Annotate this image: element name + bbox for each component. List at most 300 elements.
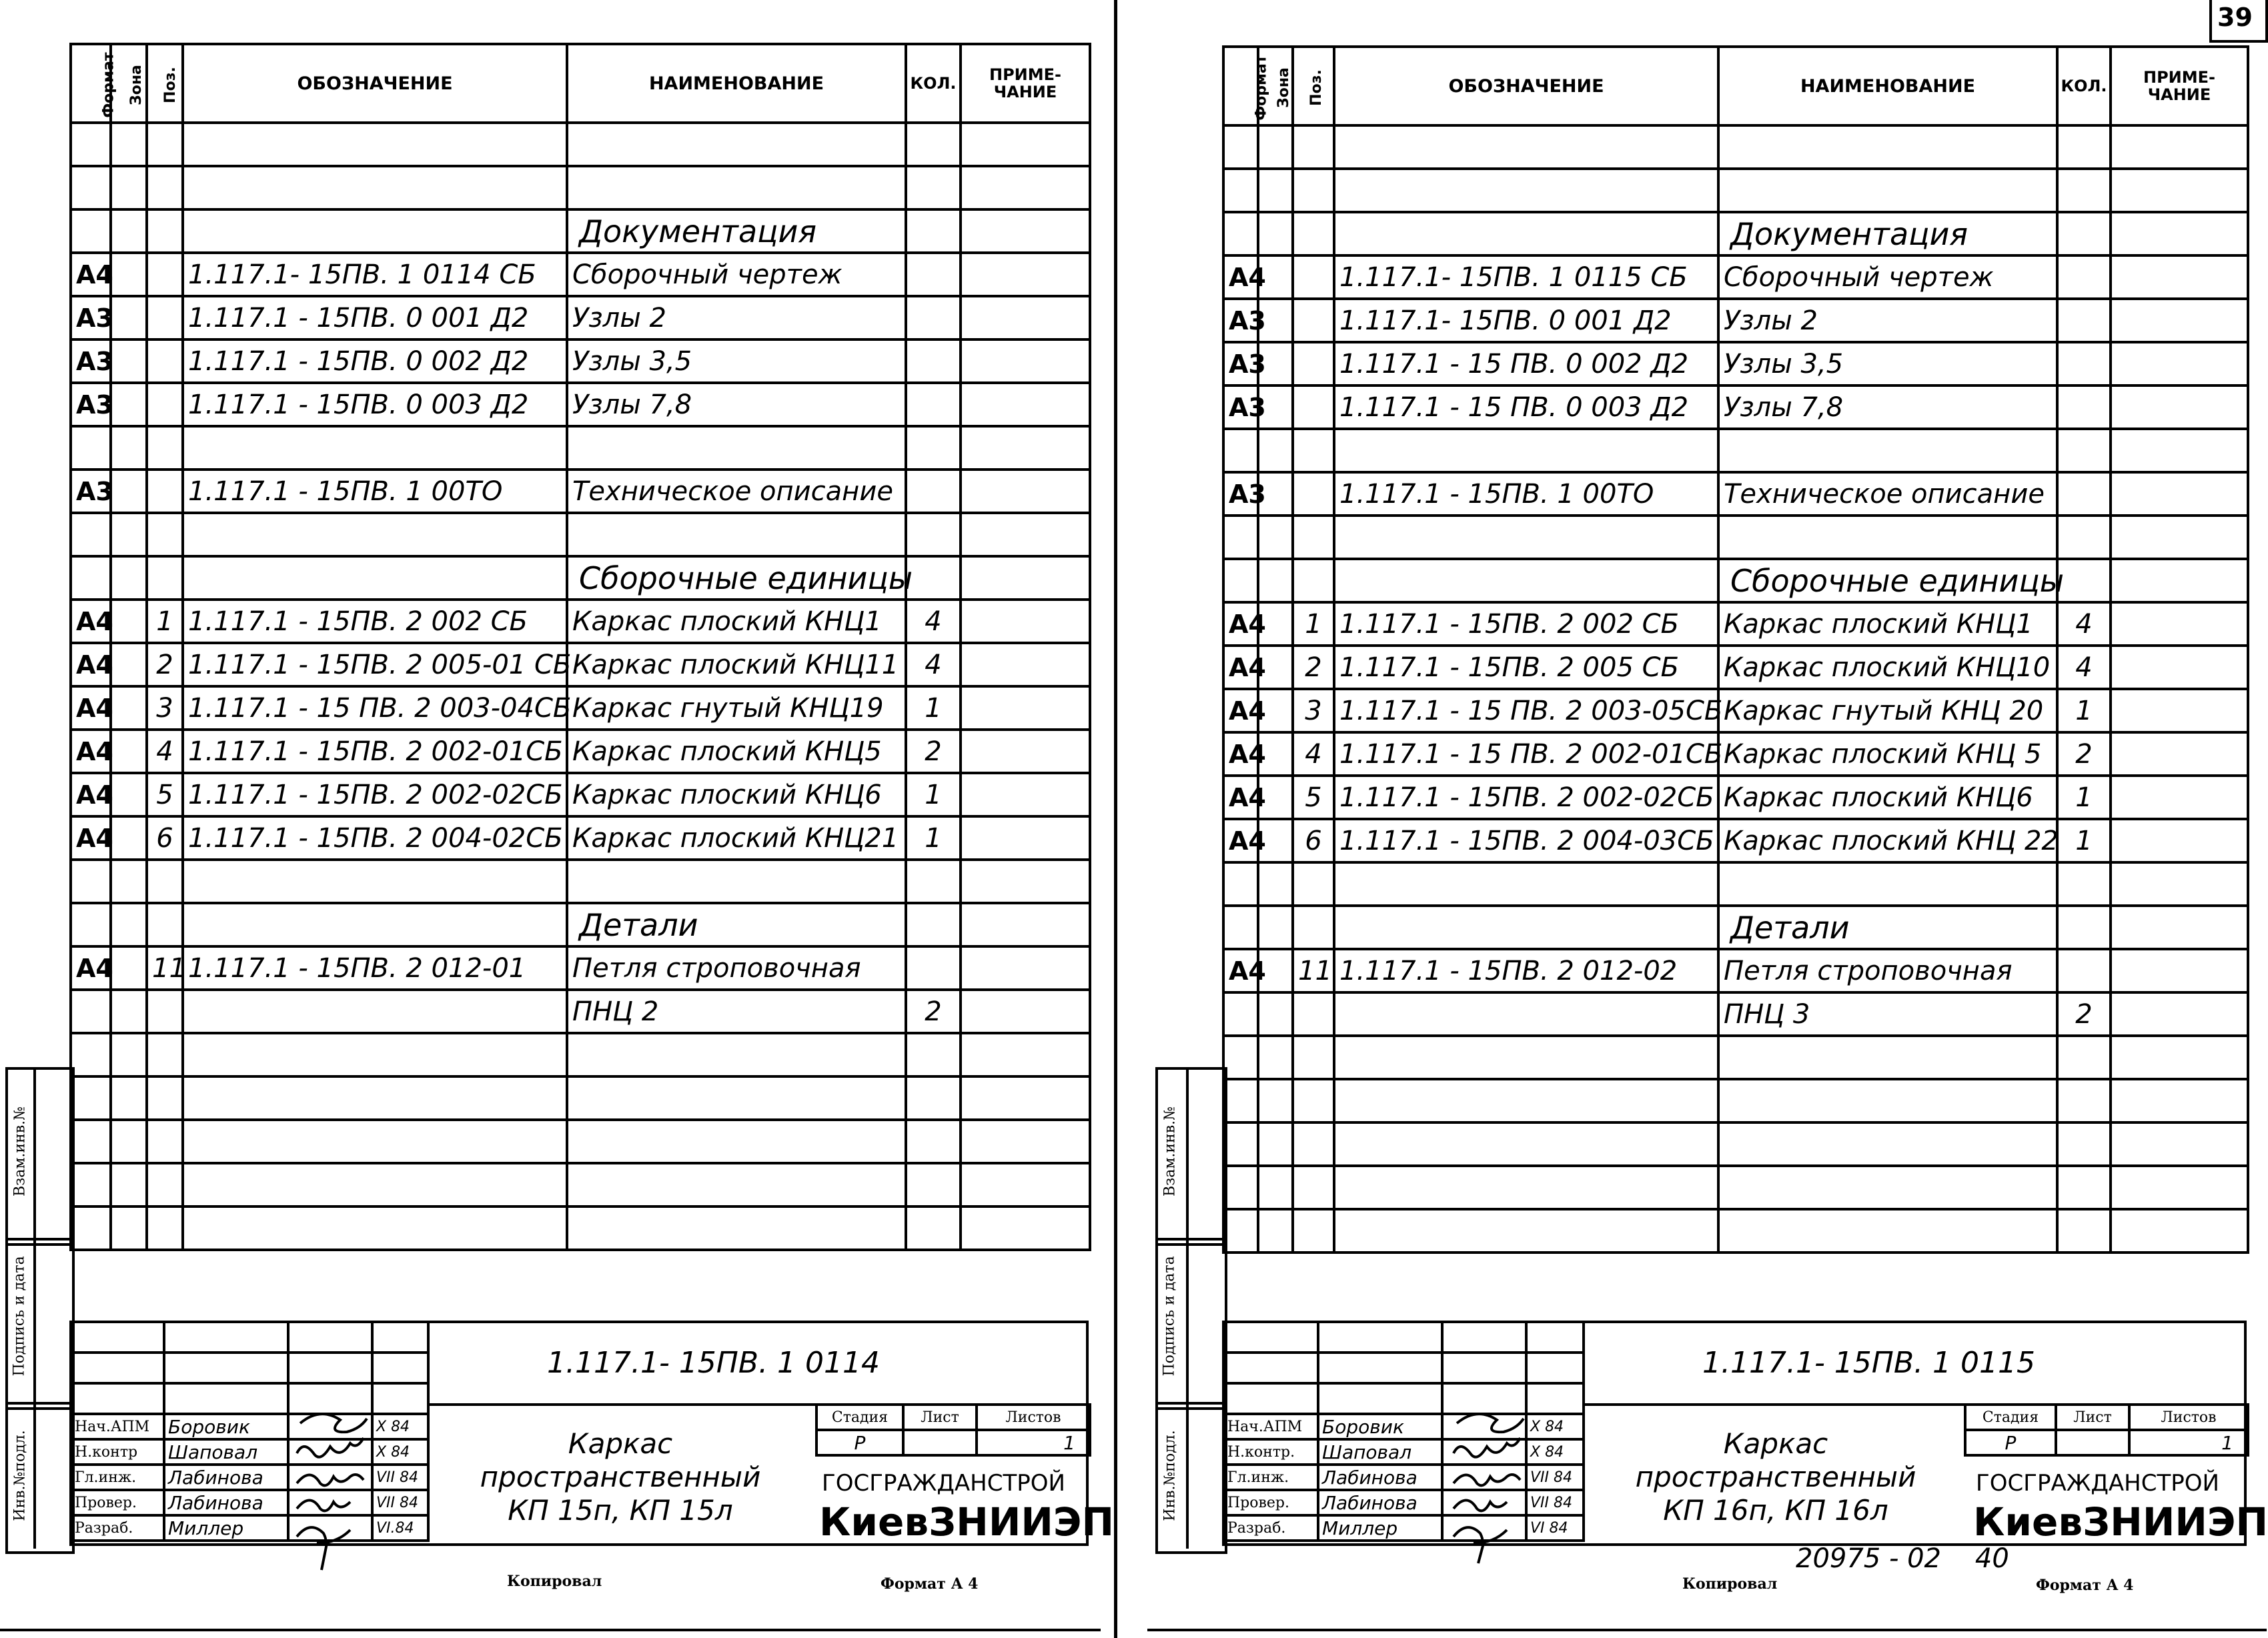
side-label-vzam: Взам.инв.№ — [1161, 1106, 1179, 1196]
spec-row — [71, 816, 1090, 860]
sheets-value: 1 — [2129, 1430, 2248, 1455]
stage-value: Р — [816, 1430, 903, 1455]
position-cell — [147, 1206, 183, 1250]
note-cell — [2111, 516, 2248, 559]
header-pos — [1293, 47, 1334, 125]
name-cell: Каркас плоский КНЦ6 — [1718, 776, 2057, 819]
quantity-cell — [906, 426, 961, 470]
spec-row — [1223, 516, 2248, 559]
spec-row — [1223, 1209, 2248, 1253]
quantity-cell — [2057, 385, 2111, 429]
name-cell: Каркас плоский КНЦ6 — [567, 773, 906, 816]
note-cell — [2111, 862, 2248, 906]
position-cell — [147, 296, 183, 339]
zone-cell — [111, 600, 147, 643]
signature-3 — [297, 1475, 364, 1485]
designation-cell — [1334, 1122, 1718, 1166]
zone-cell — [111, 123, 147, 166]
name-cell: Сборочные единицы — [567, 556, 906, 600]
position-cell — [147, 383, 183, 426]
header-zone-label: Зона — [127, 64, 145, 105]
spec-row — [71, 296, 1090, 339]
title-block-left-grid — [69, 1321, 430, 1542]
format-cell — [1223, 1166, 1258, 1209]
header-qty: КОЛ. — [906, 44, 961, 123]
quantity-cell — [2057, 949, 2111, 992]
quantity-cell: 1 — [906, 816, 961, 860]
signature-2 — [1454, 1438, 1520, 1457]
quantity-cell: 4 — [2057, 646, 2111, 689]
quantity-cell — [2057, 429, 2111, 472]
designation-cell — [183, 556, 567, 600]
format-cell — [71, 209, 111, 253]
side-block-divider — [33, 1067, 36, 1549]
name-cell — [567, 123, 906, 166]
position-cell — [1293, 125, 1334, 169]
spec-row — [1223, 862, 2248, 906]
position-cell — [147, 253, 183, 296]
sheet-value — [903, 1430, 977, 1455]
name-cell — [1718, 1166, 2057, 1209]
name-cell — [567, 1163, 906, 1206]
position-cell — [147, 209, 183, 253]
stage-header-row — [1965, 1405, 2248, 1430]
note-cell — [2111, 602, 2248, 646]
format-cell — [71, 1206, 111, 1250]
note-cell — [961, 1163, 1090, 1206]
organization-institute: КиевЗНИИЭП — [819, 1499, 1115, 1545]
name-cell — [1718, 169, 2057, 212]
designation-cell: 1.117.1 - 15ПВ. 1 00ТО — [1334, 472, 1718, 516]
quantity-cell: 1 — [906, 773, 961, 816]
spec-row — [71, 1076, 1090, 1120]
format-cell — [1223, 516, 1258, 559]
note-cell — [2111, 732, 2248, 776]
spec-row — [71, 990, 1090, 1033]
designation-cell — [183, 903, 567, 946]
format-cell: А4 — [71, 643, 111, 686]
format-cell — [71, 903, 111, 946]
format-cell — [71, 166, 111, 209]
note-cell — [961, 990, 1090, 1033]
quantity-cell — [2057, 212, 2111, 255]
stamp-role: Провер. — [71, 1490, 164, 1515]
name-cell — [1718, 1209, 2057, 1253]
spec-row — [1223, 342, 2248, 385]
position-cell — [147, 990, 183, 1033]
specification-table — [1222, 45, 2249, 1254]
organization-ministry: ГОСГРАЖДАНСТРОЙ — [1976, 1470, 2219, 1497]
signature-2 — [297, 1438, 364, 1457]
stamp-person-row — [71, 1490, 428, 1515]
zone-cell — [111, 990, 147, 1033]
spec-row — [71, 1206, 1090, 1250]
stamp-name: Лабинова — [1318, 1490, 1442, 1515]
assembly-title: Каркас пространственный КП 16п, КП 16л — [1635, 1427, 1916, 1527]
designation-cell: 1.117.1 - 15 ПВ. 2 003-04СБ — [183, 686, 567, 730]
spec-row — [1223, 429, 2248, 472]
format-label: Формат А 4 — [2036, 1577, 2134, 1594]
note-cell — [2111, 992, 2248, 1036]
name-cell: Узлы 7,8 — [567, 383, 906, 426]
quantity-cell — [906, 123, 961, 166]
designation-cell: 1.117.1 - 15ПВ. 2 004-02СБ — [183, 816, 567, 860]
stamp-role: Гл.инж. — [71, 1465, 164, 1490]
position-cell: 11 — [1293, 949, 1334, 992]
sheet-value — [2056, 1430, 2129, 1455]
stamp-empty-cell — [71, 1383, 164, 1414]
designation-cell — [183, 1120, 567, 1163]
spec-row — [1223, 689, 2248, 732]
designation-cell: 1.117.1 - 15ПВ. 2 002-02СБ — [183, 773, 567, 816]
note-cell — [2111, 1122, 2248, 1166]
format-cell — [1223, 169, 1258, 212]
designation-cell — [1334, 1079, 1718, 1122]
stamp-date: X 84 — [372, 1414, 428, 1439]
format-cell — [1223, 1036, 1258, 1079]
side-label-inv: Инв.№подл. — [1161, 1430, 1179, 1521]
position-cell: 3 — [1293, 689, 1334, 732]
zone-cell — [1258, 1036, 1293, 1079]
designation-cell: 1.117.1 - 15 ПВ. 0 003 Д2 — [1334, 385, 1718, 429]
name-cell: Петля строповочная — [567, 946, 906, 990]
side-label-inv: Инв.№подл. — [11, 1430, 29, 1521]
position-cell: 1 — [1293, 602, 1334, 646]
note-cell — [961, 860, 1090, 903]
position-cell — [1293, 1036, 1334, 1079]
stamp-role: Нач.АПМ — [1223, 1414, 1318, 1439]
position-cell — [1293, 559, 1334, 602]
quantity-cell — [2057, 169, 2111, 212]
quantity-cell: 1 — [2057, 819, 2111, 862]
quantity-cell — [906, 166, 961, 209]
stamp-role: Разраб. — [1223, 1515, 1318, 1541]
position-cell: 4 — [1293, 732, 1334, 776]
spec-row — [1223, 819, 2248, 862]
format-cell: А4 — [71, 253, 111, 296]
format-cell: А3 — [71, 296, 111, 339]
name-cell: Сборочный чертеж — [1718, 255, 2057, 299]
name-cell — [1718, 429, 2057, 472]
zone-cell — [111, 470, 147, 513]
position-cell — [147, 556, 183, 600]
format-cell: А4 — [1223, 732, 1258, 776]
name-cell — [1718, 1079, 2057, 1122]
zone-cell — [111, 426, 147, 470]
note-cell — [2111, 299, 2248, 342]
stage-value-row — [816, 1430, 1090, 1455]
quantity-cell — [2057, 342, 2111, 385]
zone-cell — [111, 339, 147, 383]
note-cell — [2111, 472, 2248, 516]
note-cell — [961, 946, 1090, 990]
stamp-empty-cell — [1526, 1353, 1584, 1383]
position-cell — [1293, 472, 1334, 516]
stamp-empty-cell — [1526, 1383, 1584, 1414]
zone-cell — [111, 1206, 147, 1250]
position-cell — [1293, 862, 1334, 906]
format-cell — [71, 1076, 111, 1120]
stamp-person-row — [71, 1439, 428, 1465]
header-pos-label: Поз. — [1307, 69, 1325, 106]
spec-row — [1223, 1122, 2248, 1166]
stamp-date: VII 84 — [1526, 1490, 1584, 1515]
quantity-cell — [906, 1163, 961, 1206]
note-cell — [961, 1206, 1090, 1250]
quantity-cell — [906, 253, 961, 296]
spec-row — [71, 556, 1090, 600]
note-cell — [961, 600, 1090, 643]
stamp-empty-cell — [1318, 1383, 1442, 1414]
format-cell: А3 — [1223, 472, 1258, 516]
handwritten-note: 20975 - 02 40 — [1796, 1543, 2009, 1574]
note-cell — [961, 730, 1090, 773]
stamp-date: VII 84 — [1526, 1465, 1584, 1490]
stamp-empty-cell — [372, 1383, 428, 1414]
note-cell — [961, 426, 1090, 470]
spec-row — [71, 686, 1090, 730]
position-cell: 3 — [147, 686, 183, 730]
zone-cell — [1258, 429, 1293, 472]
quantity-cell: 1 — [2057, 776, 2111, 819]
name-cell: Узлы 7,8 — [1718, 385, 2057, 429]
zone-cell — [1258, 125, 1293, 169]
format-cell: А4 — [1223, 255, 1258, 299]
format-cell — [71, 513, 111, 556]
note-cell — [961, 643, 1090, 686]
header-format — [71, 44, 117, 123]
note-cell — [961, 773, 1090, 816]
name-cell: Петля строповочная — [1718, 949, 2057, 992]
designation-cell: 1.117.1 - 15ПВ. 2 004-03СБ — [1334, 819, 1718, 862]
signature-4 — [297, 1501, 350, 1511]
format-cell: А4 — [1223, 689, 1258, 732]
designation-cell — [183, 1076, 567, 1120]
designation-cell — [1334, 125, 1718, 169]
format-cell: А4 — [71, 686, 111, 730]
designation-cell: 1.117.1- 15ПВ. 1 0114 СБ — [183, 253, 567, 296]
format-cell — [1223, 429, 1258, 472]
note-cell — [961, 296, 1090, 339]
designation-cell — [1334, 169, 1718, 212]
spec-row — [71, 860, 1090, 903]
designation-cell: 1.117.1 - 15ПВ. 2 002-01СБ — [183, 730, 567, 773]
designation-cell — [1334, 906, 1718, 949]
signature-5 — [297, 1527, 350, 1570]
spec-row — [71, 1033, 1090, 1076]
spec-row — [71, 1163, 1090, 1206]
name-cell: Каркас плоский КНЦ 22 — [1718, 819, 2057, 862]
designation-cell: 1.117.1 - 15 ПВ. 2 003-05СБ — [1334, 689, 1718, 732]
designation-cell — [183, 1206, 567, 1250]
position-cell: 6 — [147, 816, 183, 860]
spec-row — [1223, 212, 2248, 255]
stamp-person-row — [71, 1515, 428, 1541]
designation-cell: 1.117.1- 15ПВ. 0 001 Д2 — [1334, 299, 1718, 342]
spec-row — [71, 339, 1090, 383]
position-cell — [1293, 255, 1334, 299]
spec-row — [1223, 602, 2248, 646]
quantity-cell — [2057, 1209, 2111, 1253]
note-cell — [2111, 212, 2248, 255]
note-cell — [2111, 819, 2248, 862]
stamp-date: VI 84 — [1526, 1515, 1584, 1541]
position-cell — [1293, 1209, 1334, 1253]
position-cell — [1293, 169, 1334, 212]
note-cell — [961, 383, 1090, 426]
designation-cell: 1.117.1 - 15ПВ. 2 002-02СБ — [1334, 776, 1718, 819]
designation-cell — [1334, 429, 1718, 472]
spec-row — [71, 209, 1090, 253]
name-cell — [567, 860, 906, 903]
zone-cell — [1258, 169, 1293, 212]
note-cell — [961, 903, 1090, 946]
sheet-left — [0, 0, 1114, 1638]
quantity-cell — [906, 339, 961, 383]
quantity-cell: 4 — [2057, 602, 2111, 646]
quantity-cell — [2057, 472, 2111, 516]
name-cell — [567, 513, 906, 556]
spec-row — [71, 513, 1090, 556]
position-cell — [147, 470, 183, 513]
format-cell — [1223, 1079, 1258, 1122]
stage-table — [815, 1403, 1091, 1457]
name-cell: Каркас плоский КНЦ5 — [567, 730, 906, 773]
spec-row — [71, 600, 1090, 643]
name-cell: Документация — [1718, 212, 2057, 255]
stamp-role: Гл.инж. — [1223, 1465, 1318, 1490]
note-cell — [961, 686, 1090, 730]
zone-cell — [111, 166, 147, 209]
note-cell — [961, 1076, 1090, 1120]
designation-cell — [183, 1033, 567, 1076]
position-cell — [1293, 1122, 1334, 1166]
stamp-empty-cell — [71, 1353, 164, 1383]
format-cell — [1223, 212, 1258, 255]
zone-cell — [1258, 1209, 1293, 1253]
stamp-empty-cell — [1223, 1322, 1318, 1353]
format-cell: А3 — [71, 383, 111, 426]
quantity-cell: 4 — [906, 600, 961, 643]
zone-cell — [1258, 1166, 1293, 1209]
format-cell — [1223, 1209, 1258, 1253]
sheets-value: 1 — [977, 1430, 1090, 1455]
zone-cell — [111, 686, 147, 730]
header-pos — [147, 44, 183, 123]
spec-row — [71, 1120, 1090, 1163]
quantity-cell — [906, 1120, 961, 1163]
spec-row — [1223, 169, 2248, 212]
format-cell: А3 — [1223, 299, 1258, 342]
stamp-empty-cell — [372, 1322, 428, 1353]
note-cell — [961, 1033, 1090, 1076]
note-cell — [2111, 776, 2248, 819]
format-cell: А4 — [1223, 602, 1258, 646]
spec-row — [1223, 776, 2248, 819]
stamp-role: Нач.АПМ — [71, 1414, 164, 1439]
stamp-empty-row — [71, 1353, 428, 1383]
side-label-podpis: Подпись и дата — [11, 1256, 28, 1377]
spec-row — [1223, 559, 2248, 602]
designation-cell: 1.117.1 - 15ПВ. 0 002 Д2 — [183, 339, 567, 383]
name-cell — [567, 1076, 906, 1120]
document-number: 1.117.1- 15ПВ. 1 0114 — [547, 1346, 880, 1380]
zone-cell — [1258, 516, 1293, 559]
format-label: Формат А 4 — [881, 1575, 979, 1593]
spec-row — [1223, 906, 2248, 949]
header-format-label: Формат — [1253, 54, 1270, 121]
spec-row — [71, 426, 1090, 470]
position-cell: 4 — [147, 730, 183, 773]
format-cell: А4 — [1223, 819, 1258, 862]
zone-cell — [111, 773, 147, 816]
designation-cell — [1334, 516, 1718, 559]
format-cell — [1223, 559, 1258, 602]
stamp-date: VI.84 — [372, 1515, 428, 1541]
designation-cell: 1.117.1 - 15ПВ. 2 002 СБ — [183, 600, 567, 643]
quantity-cell — [906, 1206, 961, 1250]
stamp-empty-row — [71, 1383, 428, 1414]
spec-row — [71, 946, 1090, 990]
stamp-empty-row — [1223, 1322, 1584, 1353]
stamp-role: Провер. — [1223, 1490, 1318, 1515]
position-cell — [1293, 1166, 1334, 1209]
stamp-empty-cell — [1318, 1322, 1442, 1353]
name-cell — [567, 1033, 906, 1076]
zone-cell — [111, 730, 147, 773]
stamp-empty-cell — [164, 1383, 288, 1414]
note-cell — [2111, 906, 2248, 949]
name-cell — [567, 166, 906, 209]
quantity-cell — [2057, 1079, 2111, 1122]
zone-cell — [111, 903, 147, 946]
zone-cell — [1258, 212, 1293, 255]
name-cell — [1718, 516, 2057, 559]
title-block-left-grid — [1222, 1321, 1585, 1542]
spec-row — [71, 643, 1090, 686]
position-cell: 1 — [147, 600, 183, 643]
quantity-cell: 2 — [906, 990, 961, 1033]
stage-label: Стадия — [816, 1405, 903, 1430]
stamp-name: Шаповал — [1318, 1439, 1442, 1465]
sheets-label: Листов — [977, 1405, 1090, 1430]
position-cell — [147, 513, 183, 556]
note-cell — [961, 253, 1090, 296]
name-cell: Каркас плоский КНЦ1 — [567, 600, 906, 643]
note-cell — [2111, 385, 2248, 429]
note-cell — [2111, 1209, 2248, 1253]
quantity-cell — [2057, 1166, 2111, 1209]
note-cell — [961, 816, 1090, 860]
name-cell: Сборочный чертеж — [567, 253, 906, 296]
zone-cell — [1258, 1122, 1293, 1166]
note-cell — [2111, 429, 2248, 472]
quantity-cell — [906, 383, 961, 426]
designation-cell — [1334, 862, 1718, 906]
quantity-cell: 4 — [906, 643, 961, 686]
note-cell — [2111, 559, 2248, 602]
format-cell: А4 — [71, 816, 111, 860]
zone-cell — [111, 296, 147, 339]
stamp-empty-cell — [1223, 1383, 1318, 1414]
format-cell — [71, 123, 111, 166]
stamp-empty-row — [1223, 1353, 1584, 1383]
stamp-empty-cell — [1223, 1353, 1318, 1383]
name-cell — [1718, 1122, 2057, 1166]
signature-1 — [300, 1414, 367, 1432]
zone-cell — [1258, 559, 1293, 602]
note-cell — [2111, 169, 2248, 212]
